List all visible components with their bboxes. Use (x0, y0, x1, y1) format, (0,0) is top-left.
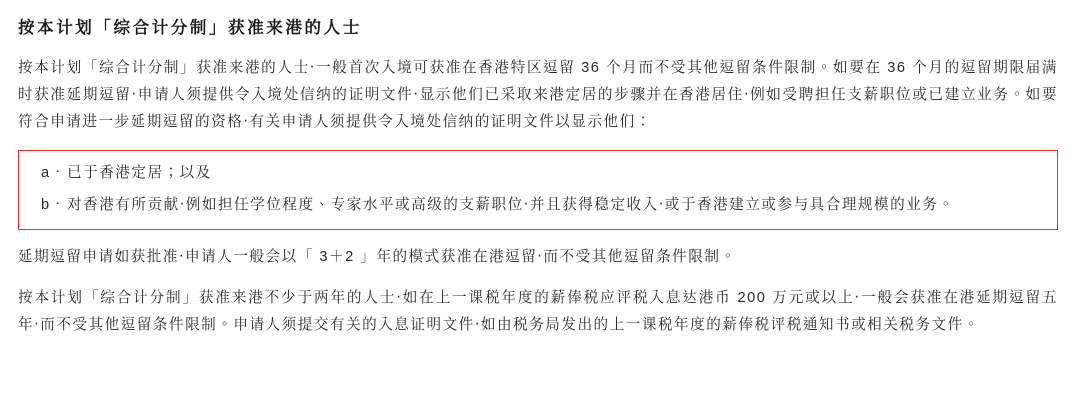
list-item-marker: a． (41, 164, 67, 181)
paragraph-intro: 按本计划「综合计分制」获准来港的人士‧一般首次入境可获准在香港特区逗留 36 个月而不受其他逗留条件限制。如要在 36 个月的逗留期限届满时获准延期逗留‧申请人须提供令入境处信纳的证明文件‧显示他们已采取来港定居的步骤并在香港居住‧例如受聘担任支薪职位或已建立业务。如要符合申请进一步延期逗留的资格‧有关申请人须提供令入境处信纳的证明文件以显示他们： (18, 59, 1058, 130)
list-item (33, 160, 1043, 187)
page-title: 按本计划「综合计分制」获准来港的人士 (18, 19, 362, 37)
paragraph-extension-pattern: 延期逗留申请如获批准‧申请人一般会以「 3＋2 」年的模式获准在港逗留‧而不受其他逗留条件限制。 (18, 248, 737, 265)
list-item-marker: b． (41, 196, 67, 213)
list-item (33, 192, 1043, 219)
list-item-text: 已于香港定居；以及 (67, 164, 212, 181)
list-item-text: 对香港有所贡献‧例如担任学位程度、专家水平或高级的支薪职位‧并且获得稳定收入‧或于香港建立或参与具合理规模的业务。 (67, 196, 955, 213)
paragraph-high-income: 按本计划「综合计分制」获准来港不少于两年的人士‧如在上一课税年度的薪俸税应评税入息达港币 200 万元或以上‧一般会获准在港延期逗留五年‧而不受其他逗留条件限制。申请人须提交有关的入息证明文件‧如由税务局发出的上一课税年度的薪俸税评税通知书或相关税务文件。 (18, 289, 1058, 333)
highlight-box (18, 150, 1058, 230)
